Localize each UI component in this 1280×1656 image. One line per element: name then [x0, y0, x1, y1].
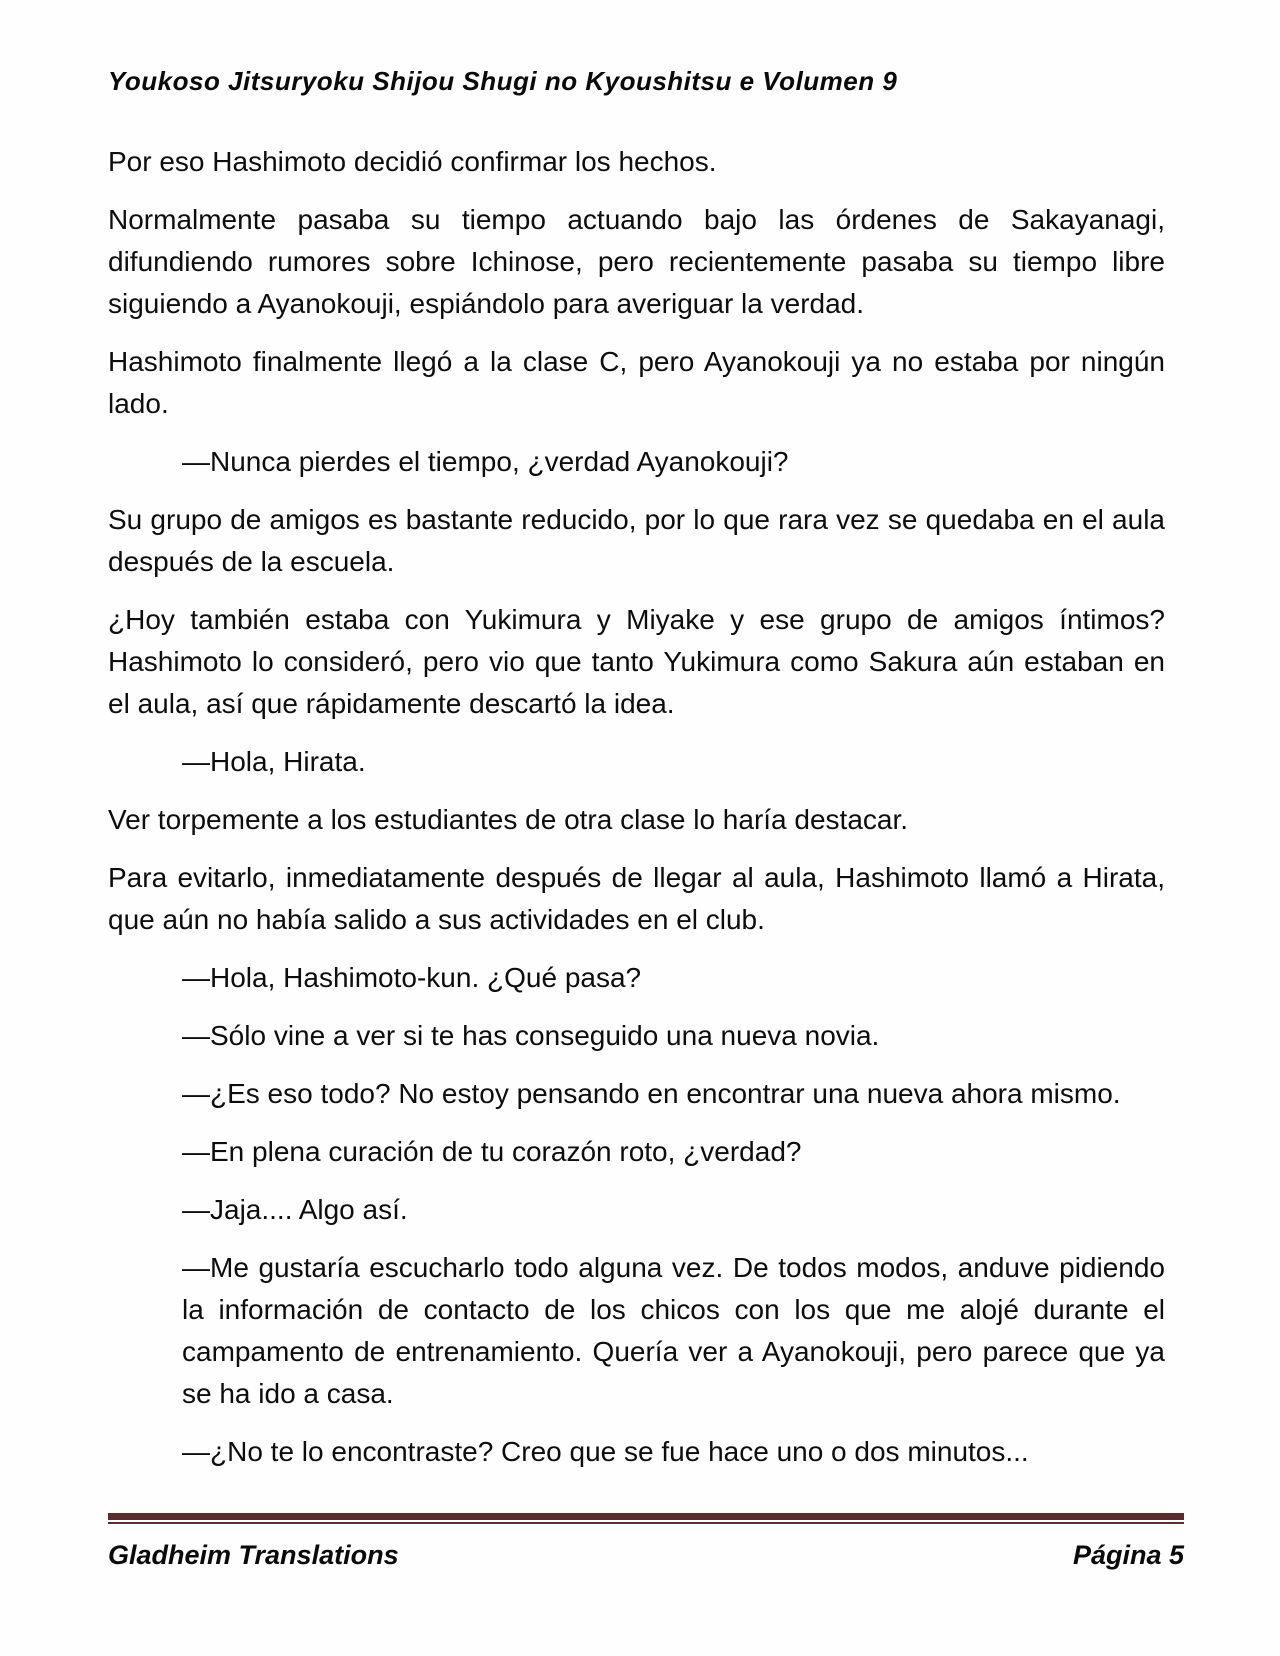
- dialogue-paragraph: —En plena curación de tu corazón roto, ¿verdad?: [182, 1136, 802, 1167]
- footer-translator-credit: Gladheim Translations: [108, 1540, 399, 1570]
- header-title: Youkoso Jitsuryoku Shijou Shugi no Kyoushitsu e Volumen 9: [108, 66, 898, 96]
- footer-page-number: Página 5: [1072, 1540, 1184, 1570]
- dialogue-paragraph: —¿Es eso todo? No estoy pensando en encontrar una nueva ahora mismo.: [182, 1078, 1121, 1109]
- dialogue-paragraph: —Jaja.... Algo así.: [182, 1194, 408, 1225]
- dialogue-paragraph: —Nunca pierdes el tiempo, ¿verdad Ayanokouji?: [182, 446, 789, 477]
- body-paragraph: Ver torpemente a los estudiantes de otra clase lo haría destacar.: [108, 804, 909, 835]
- page-footer: [108, 1540, 1184, 1571]
- page-header: [108, 66, 1180, 97]
- dialogue-paragraph: —Me gustaría escucharlo todo alguna vez. De todos modos, anduve pidiendo la información de contacto de los chicos con los que me alojé durante el campamento de entrenamiento. Quería ver a Ayanokouji, pero parece que ya se ha ido a casa.: [182, 1252, 1165, 1409]
- dialogue-paragraph: —Hola, Hirata.: [182, 746, 366, 777]
- page-body: [108, 141, 1165, 1489]
- body-paragraph: Su grupo de amigos es bastante reducido, por lo que rara vez se quedaba en el aula después de la escuela.: [108, 504, 1165, 577]
- dialogue-paragraph: —Hola, Hashimoto-kun. ¿Qué pasa?: [182, 962, 642, 993]
- body-paragraph: Por eso Hashimoto decidió confirmar los hechos.: [108, 146, 717, 177]
- body-paragraph: ¿Hoy también estaba con Yukimura y Miyake y ese grupo de amigos íntimos? Hashimoto lo consideró, pero vio que tanto Yukimura como Sakura aún estaban en el aula, así que rápidamente descartó la idea.: [108, 604, 1165, 719]
- body-paragraph: Para evitarlo, inmediatamente después de llegar al aula, Hashimoto llamó a Hirata, que aún no había salido a sus actividades en el club.: [108, 862, 1165, 935]
- dialogue-paragraph: —¿No te lo encontraste? Creo que se fue hace uno o dos minutos...: [182, 1436, 1029, 1467]
- dialogue-paragraph: —Sólo vine a ver si te has conseguido una nueva novia.: [182, 1020, 880, 1051]
- footer-rule: [108, 1513, 1184, 1524]
- body-paragraph: Normalmente pasaba su tiempo actuando bajo las órdenes de Sakayanagi, difundiendo rumores sobre Ichinose, pero recientemente pasaba su tiempo libre siguiendo a Ayanokouji, espiándolo para averiguar la verdad.: [108, 204, 1165, 319]
- body-paragraph: Hashimoto finalmente llegó a la clase C, pero Ayanokouji ya no estaba por ningún lado.: [108, 346, 1165, 419]
